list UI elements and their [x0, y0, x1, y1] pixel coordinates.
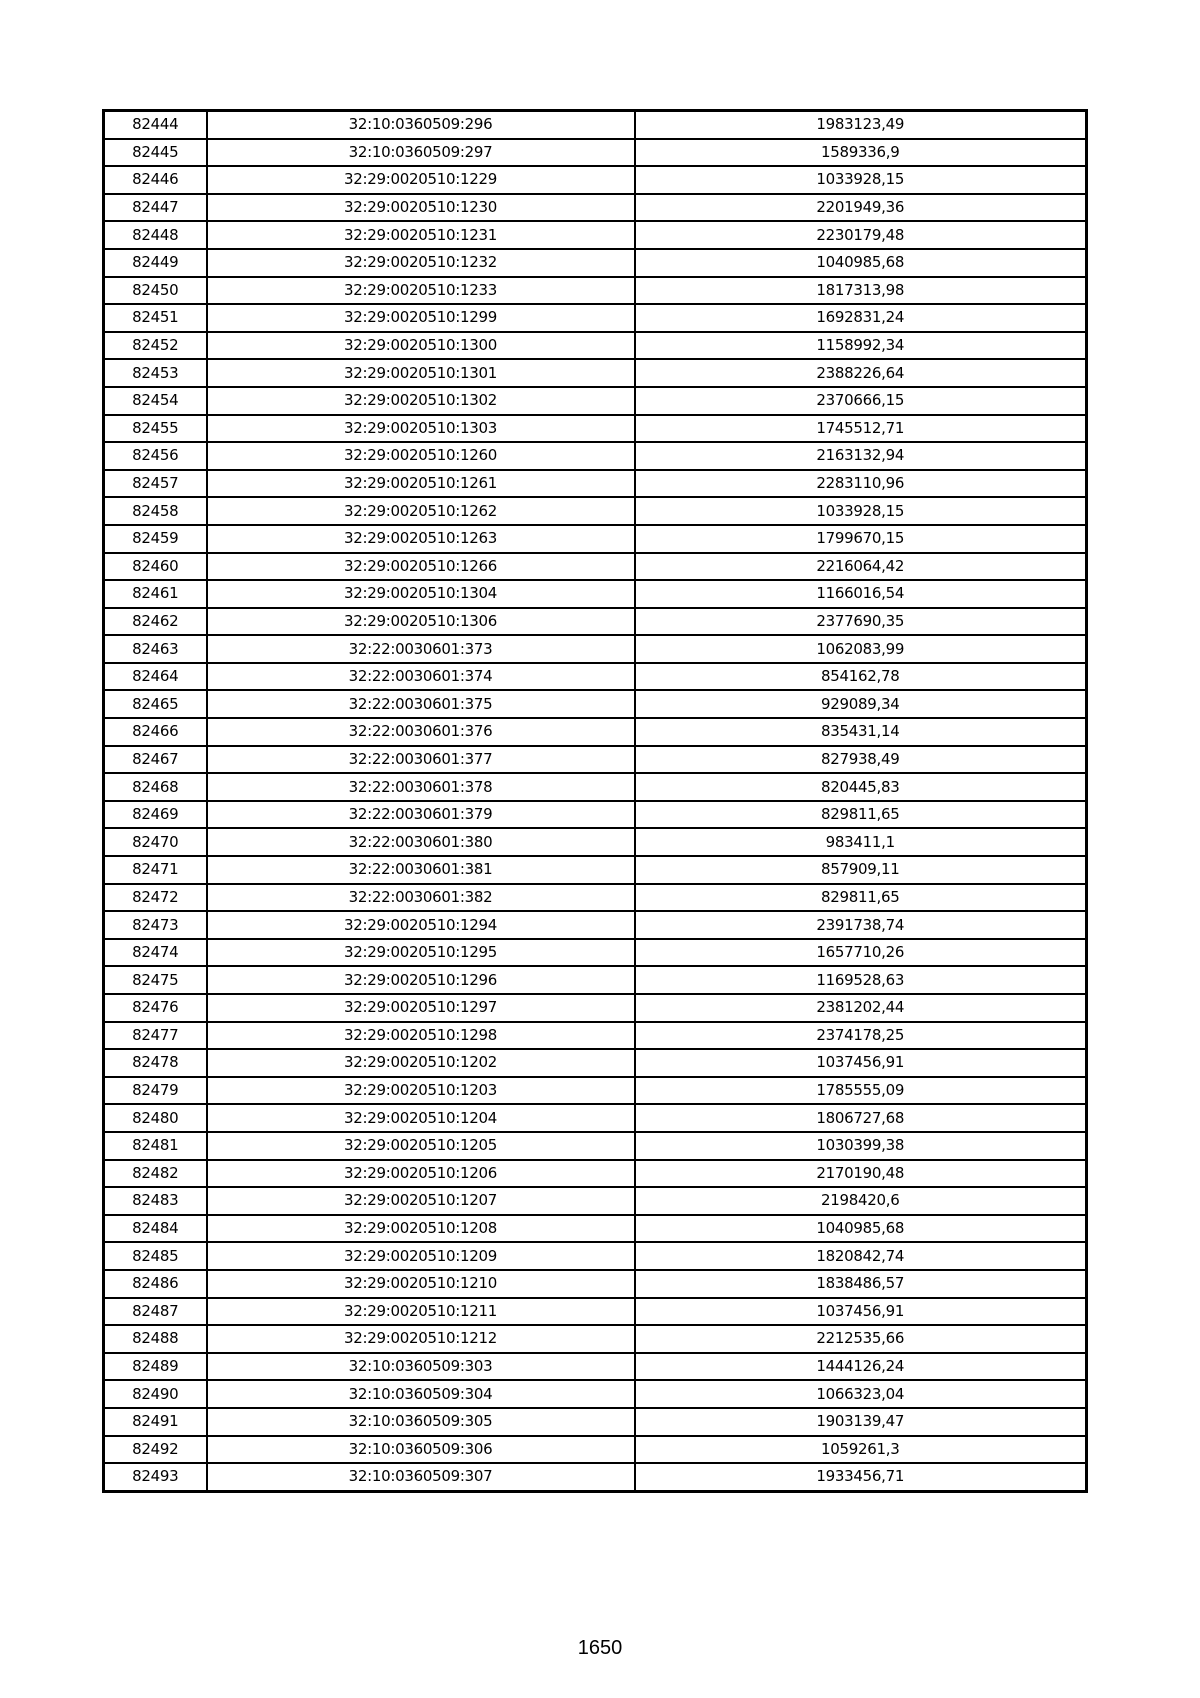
cadastral-number-cell: 32:22:0030601:377	[207, 746, 635, 774]
cadastral-number-cell: 32:10:0360509:305	[207, 1408, 635, 1436]
row-index-cell: 82479	[104, 1077, 207, 1105]
cadastral-number-cell: 32:29:0020510:1299	[207, 304, 635, 332]
cadastral-number-cell: 32:10:0360509:304	[207, 1380, 635, 1408]
table-row	[104, 415, 1087, 443]
row-index-cell: 82487	[104, 1298, 207, 1326]
cadastral-number-cell: 32:29:0020510:1212	[207, 1325, 635, 1353]
table-row	[104, 884, 1087, 912]
cadastral-number-cell: 32:29:0020510:1266	[207, 553, 635, 581]
cadastral-number-cell: 32:29:0020510:1261	[207, 470, 635, 498]
row-index-cell: 82489	[104, 1353, 207, 1381]
table-row	[104, 470, 1087, 498]
table-row	[104, 580, 1087, 608]
value-cell: 857909,11	[635, 856, 1087, 884]
value-cell: 1745512,71	[635, 415, 1087, 443]
value-cell: 829811,65	[635, 801, 1087, 829]
table-row	[104, 139, 1087, 167]
row-index-cell: 82448	[104, 221, 207, 249]
table-row	[104, 111, 1087, 139]
value-cell: 1838486,57	[635, 1270, 1087, 1298]
table-row	[104, 746, 1087, 774]
row-index-cell: 82493	[104, 1463, 207, 1491]
table-row	[104, 1408, 1087, 1436]
cadastral-number-cell: 32:29:0020510:1262	[207, 497, 635, 525]
value-cell: 2163132,94	[635, 442, 1087, 470]
value-cell: 2212535,66	[635, 1325, 1087, 1353]
table-row	[104, 718, 1087, 746]
cadastral-number-cell: 32:29:0020510:1297	[207, 994, 635, 1022]
table-row	[104, 332, 1087, 360]
cadastral-number-cell: 32:10:0360509:303	[207, 1353, 635, 1381]
value-cell: 827938,49	[635, 746, 1087, 774]
value-cell: 1040985,68	[635, 249, 1087, 277]
table-row	[104, 608, 1087, 636]
value-cell: 1158992,34	[635, 332, 1087, 360]
table-row	[104, 359, 1087, 387]
cadastral-number-cell: 32:29:0020510:1232	[207, 249, 635, 277]
table-row	[104, 1077, 1087, 1105]
cadastral-number-cell: 32:22:0030601:380	[207, 828, 635, 856]
table-row	[104, 1049, 1087, 1077]
value-cell: 983411,1	[635, 828, 1087, 856]
row-index-cell: 82460	[104, 553, 207, 581]
value-cell: 1933456,71	[635, 1463, 1087, 1491]
value-cell: 1589336,9	[635, 139, 1087, 167]
cadastral-number-cell: 32:29:0020510:1304	[207, 580, 635, 608]
table-row	[104, 1242, 1087, 1270]
value-cell: 2230179,48	[635, 221, 1087, 249]
cadastral-number-cell: 32:22:0030601:375	[207, 690, 635, 718]
table-body	[104, 111, 1087, 1492]
value-cell: 1799670,15	[635, 525, 1087, 553]
row-index-cell: 82488	[104, 1325, 207, 1353]
cadastral-number-cell: 32:29:0020510:1301	[207, 359, 635, 387]
row-index-cell: 82456	[104, 442, 207, 470]
row-index-cell: 82472	[104, 884, 207, 912]
cadastral-number-cell: 32:22:0030601:376	[207, 718, 635, 746]
row-index-cell: 82492	[104, 1436, 207, 1464]
cadastral-number-cell: 32:29:0020510:1294	[207, 911, 635, 939]
table-row	[104, 911, 1087, 939]
table-row	[104, 994, 1087, 1022]
row-index-cell: 82467	[104, 746, 207, 774]
cadastral-number-cell: 32:22:0030601:379	[207, 801, 635, 829]
cadastral-number-cell: 32:22:0030601:381	[207, 856, 635, 884]
page-number: 1650	[577, 1637, 623, 1659]
value-cell: 1903139,47	[635, 1408, 1087, 1436]
value-cell: 2201949,36	[635, 194, 1087, 222]
table-row	[104, 304, 1087, 332]
table-row	[104, 1325, 1087, 1353]
table-row	[104, 249, 1087, 277]
cadastral-number-cell: 32:22:0030601:382	[207, 884, 635, 912]
row-index-cell: 82483	[104, 1187, 207, 1215]
table-row	[104, 663, 1087, 691]
cadastral-number-cell: 32:29:0020510:1300	[207, 332, 635, 360]
row-index-cell: 82482	[104, 1160, 207, 1188]
table-row	[104, 497, 1087, 525]
table-row	[104, 553, 1087, 581]
table-row	[104, 277, 1087, 305]
row-index-cell: 82469	[104, 801, 207, 829]
cadastral-number-cell: 32:29:0020510:1298	[207, 1022, 635, 1050]
row-index-cell: 82462	[104, 608, 207, 636]
row-index-cell: 82476	[104, 994, 207, 1022]
value-cell: 1169528,63	[635, 966, 1087, 994]
value-cell: 1444126,24	[635, 1353, 1087, 1381]
value-cell: 1692831,24	[635, 304, 1087, 332]
row-index-cell: 82450	[104, 277, 207, 305]
value-cell: 1785555,09	[635, 1077, 1087, 1105]
cadastral-number-cell: 32:10:0360509:307	[207, 1463, 635, 1491]
row-index-cell: 82491	[104, 1408, 207, 1436]
value-cell: 2283110,96	[635, 470, 1087, 498]
table-row	[104, 1187, 1087, 1215]
table-row	[104, 966, 1087, 994]
cadastral-number-cell: 32:29:0020510:1206	[207, 1160, 635, 1188]
row-index-cell: 82473	[104, 911, 207, 939]
row-index-cell: 82455	[104, 415, 207, 443]
value-cell: 1037456,91	[635, 1298, 1087, 1326]
cadastral-number-cell: 32:29:0020510:1207	[207, 1187, 635, 1215]
table-row	[104, 1270, 1087, 1298]
table-row	[104, 1463, 1087, 1491]
cadastral-number-cell: 32:29:0020510:1260	[207, 442, 635, 470]
row-index-cell: 82471	[104, 856, 207, 884]
table-row	[104, 1104, 1087, 1132]
cadastral-number-cell: 32:29:0020510:1202	[207, 1049, 635, 1077]
row-index-cell: 82477	[104, 1022, 207, 1050]
cadastral-number-cell: 32:29:0020510:1231	[207, 221, 635, 249]
cadastral-number-cell: 32:29:0020510:1204	[207, 1104, 635, 1132]
row-index-cell: 82444	[104, 111, 207, 139]
row-index-cell: 82459	[104, 525, 207, 553]
cadastral-number-cell: 32:29:0020510:1302	[207, 387, 635, 415]
cadastral-number-cell: 32:29:0020510:1209	[207, 1242, 635, 1270]
table-row	[104, 194, 1087, 222]
cadastral-number-cell: 32:22:0030601:374	[207, 663, 635, 691]
table-row	[104, 525, 1087, 553]
cadastral-number-cell: 32:29:0020510:1295	[207, 939, 635, 967]
table-row	[104, 856, 1087, 884]
value-cell: 854162,78	[635, 663, 1087, 691]
row-index-cell: 82475	[104, 966, 207, 994]
value-cell: 1820842,74	[635, 1242, 1087, 1270]
value-cell: 1040985,68	[635, 1215, 1087, 1243]
row-index-cell: 82457	[104, 470, 207, 498]
value-cell: 2374178,25	[635, 1022, 1087, 1050]
cadastral-number-cell: 32:29:0020510:1205	[207, 1132, 635, 1160]
value-cell: 1059261,3	[635, 1436, 1087, 1464]
cadastral-number-cell: 32:22:0030601:378	[207, 773, 635, 801]
value-cell: 1983123,49	[635, 111, 1087, 139]
table-row	[104, 801, 1087, 829]
table-row	[104, 221, 1087, 249]
table-row	[104, 690, 1087, 718]
table-row	[104, 1160, 1087, 1188]
row-index-cell: 82453	[104, 359, 207, 387]
row-index-cell: 82454	[104, 387, 207, 415]
value-cell: 2391738,74	[635, 911, 1087, 939]
row-index-cell: 82446	[104, 166, 207, 194]
value-cell: 929089,34	[635, 690, 1087, 718]
cadastral-number-cell: 32:29:0020510:1296	[207, 966, 635, 994]
cadastral-number-cell: 32:29:0020510:1306	[207, 608, 635, 636]
value-cell: 2216064,42	[635, 553, 1087, 581]
table-row	[104, 166, 1087, 194]
row-index-cell: 82468	[104, 773, 207, 801]
row-index-cell: 82480	[104, 1104, 207, 1132]
row-index-cell: 82490	[104, 1380, 207, 1408]
value-cell: 2377690,35	[635, 608, 1087, 636]
cadastral-number-cell: 32:29:0020510:1208	[207, 1215, 635, 1243]
table-row	[104, 635, 1087, 663]
table-row	[104, 828, 1087, 856]
row-index-cell: 82474	[104, 939, 207, 967]
table-row	[104, 1353, 1087, 1381]
value-cell: 1657710,26	[635, 939, 1087, 967]
value-cell: 1806727,68	[635, 1104, 1087, 1132]
row-index-cell: 82478	[104, 1049, 207, 1077]
cadastral-number-cell: 32:29:0020510:1229	[207, 166, 635, 194]
table-row	[104, 1215, 1087, 1243]
value-cell: 2170190,48	[635, 1160, 1087, 1188]
row-index-cell: 82452	[104, 332, 207, 360]
row-index-cell: 82447	[104, 194, 207, 222]
table-row	[104, 1132, 1087, 1160]
cadastral-number-cell: 32:10:0360509:306	[207, 1436, 635, 1464]
table-row	[104, 1298, 1087, 1326]
row-index-cell: 82449	[104, 249, 207, 277]
row-index-cell: 82464	[104, 663, 207, 691]
cadastral-number-cell: 32:29:0020510:1230	[207, 194, 635, 222]
cadastral-number-cell: 32:29:0020510:1233	[207, 277, 635, 305]
table-row	[104, 773, 1087, 801]
value-cell: 1033928,15	[635, 166, 1087, 194]
cadastral-number-cell: 32:10:0360509:297	[207, 139, 635, 167]
row-index-cell: 82484	[104, 1215, 207, 1243]
value-cell: 1062083,99	[635, 635, 1087, 663]
value-cell: 835431,14	[635, 718, 1087, 746]
table-row	[104, 939, 1087, 967]
value-cell: 820445,83	[635, 773, 1087, 801]
value-cell: 2381202,44	[635, 994, 1087, 1022]
cadastral-number-cell: 32:29:0020510:1263	[207, 525, 635, 553]
row-index-cell: 82470	[104, 828, 207, 856]
cadastral-number-cell: 32:22:0030601:373	[207, 635, 635, 663]
value-cell: 2198420,6	[635, 1187, 1087, 1215]
value-cell: 1817313,98	[635, 277, 1087, 305]
cadastral-number-cell: 32:29:0020510:1203	[207, 1077, 635, 1105]
row-index-cell: 82463	[104, 635, 207, 663]
row-index-cell: 82461	[104, 580, 207, 608]
row-index-cell: 82486	[104, 1270, 207, 1298]
value-cell: 1037456,91	[635, 1049, 1087, 1077]
value-cell: 1030399,38	[635, 1132, 1087, 1160]
cadastral-number-cell: 32:29:0020510:1303	[207, 415, 635, 443]
row-index-cell: 82466	[104, 718, 207, 746]
value-cell: 1033928,15	[635, 497, 1087, 525]
cadastral-number-cell: 32:29:0020510:1211	[207, 1298, 635, 1326]
value-cell: 829811,65	[635, 884, 1087, 912]
table-row	[104, 1436, 1087, 1464]
row-index-cell: 82485	[104, 1242, 207, 1270]
table-row	[104, 387, 1087, 415]
row-index-cell: 82458	[104, 497, 207, 525]
row-index-cell: 82481	[104, 1132, 207, 1160]
table-row	[104, 1022, 1087, 1050]
table-row	[104, 442, 1087, 470]
row-index-cell: 82445	[104, 139, 207, 167]
row-index-cell: 82465	[104, 690, 207, 718]
row-index-cell: 82451	[104, 304, 207, 332]
value-cell: 2370666,15	[635, 387, 1087, 415]
value-cell: 1166016,54	[635, 580, 1087, 608]
table-row	[104, 1380, 1087, 1408]
value-cell: 1066323,04	[635, 1380, 1087, 1408]
value-cell: 2388226,64	[635, 359, 1087, 387]
cadastral-number-cell: 32:29:0020510:1210	[207, 1270, 635, 1298]
cadastral-number-cell: 32:10:0360509:296	[207, 111, 635, 139]
cadastral-value-table	[102, 109, 1088, 1493]
